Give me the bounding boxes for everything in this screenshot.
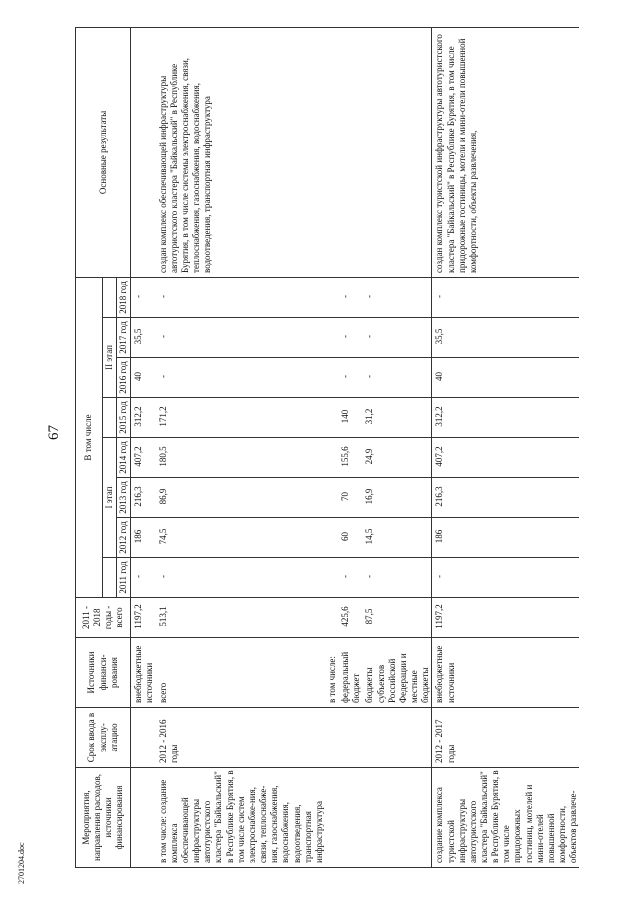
header-year: 2014 год [117,438,131,478]
year-value-cell: - [362,277,431,317]
year-value-cell: - [432,558,580,598]
year-value-cell: - [156,358,325,398]
result-cell [338,27,362,277]
table-row [156,27,325,867]
year-value-cell: 40 [432,358,580,398]
total-cell [325,598,338,638]
header-year: 2017 год [117,318,131,358]
header-deadline: Срок ввода в эксплу-атацию [76,708,131,768]
year-value-cell [325,438,338,478]
measure-cell [362,768,431,868]
year-value-cell: - [338,358,362,398]
year-value-cell: - [156,558,325,598]
header-year: 2011 год [117,558,131,598]
footer-filename: 2701204.doc [17,842,26,884]
year-value-cell: - [338,558,362,598]
year-value-cell: 171,2 [156,398,325,438]
year-value-cell: 24,9 [362,438,431,478]
year-value-cell: 155,6 [338,438,362,478]
year-value-cell: 186 [432,518,580,558]
year-value-cell: - [362,318,431,358]
year-value-cell [325,277,338,317]
header-spacer [103,558,117,598]
header-year: 2013 год [117,478,131,518]
year-value-cell: 40 [131,358,156,398]
source-cell: внебюджетные источники [131,638,156,708]
year-value-cell: 180,5 [156,438,325,478]
deadline-cell [362,708,431,768]
table-header [76,27,131,867]
table-row [325,27,338,867]
measure-cell: создание комплекса туристской инфраструктуры автотуристского кластера "Байкальский" в Республике Бурятия, в том числе придорожных гостиниц, мотелей и мини-отелей повышенной комфортности, объектов развлече- [432,768,580,868]
year-value-cell: 60 [338,518,362,558]
header-spacer [103,277,117,317]
year-value-cell [325,398,338,438]
year-value-cell: 312,2 [131,398,156,438]
table-row [338,27,362,867]
year-value-cell [325,558,338,598]
year-value-cell: - [156,277,325,317]
header-year: 2015 год [117,398,131,438]
year-value-cell [325,358,338,398]
source-cell: всего [156,638,325,708]
table-row [362,27,431,867]
measure-cell [325,768,338,868]
budget-table [75,27,579,868]
year-value-cell: 31,2 [362,398,431,438]
year-value-cell: 35,5 [432,318,580,358]
year-value-cell: 407,2 [131,438,156,478]
result-cell [131,27,156,277]
measure-cell [338,768,362,868]
source-cell: бюджеты субъектов Российской Федерации и местные бюджеты [362,638,431,708]
total-cell: 87,5 [362,598,431,638]
source-cell: в том числе: [325,638,338,708]
header-total: 2011 - 2018 годы - всего [76,598,131,638]
header-results: Основные результаты [76,27,131,277]
year-value-cell: 186 [131,518,156,558]
deadline-cell: 2012 - 2017 годы [432,708,580,768]
total-cell: 425,6 [338,598,362,638]
year-value-cell: - [131,277,156,317]
header-year: 2018 год [117,277,131,317]
year-value-cell: 70 [338,478,362,518]
header-stage2: II этап [103,318,117,398]
table-body [131,27,580,867]
year-value-cell: 74,5 [156,518,325,558]
year-value-cell [325,518,338,558]
year-value-cell: 35,5 [131,318,156,358]
year-value-cell: - [338,277,362,317]
table-row [432,27,580,867]
year-value-cell: - [131,558,156,598]
source-cell: внебюджетные источники [432,638,580,708]
page-number: 67 [46,425,62,440]
header-sources: Источники финанси-рования [76,638,131,708]
year-value-cell: 216,3 [432,478,580,518]
result-cell [325,27,338,277]
deadline-cell [325,708,338,768]
result-cell: создан комплекс обеспечивающей инфраструктуры автотуристского кластера "Байкальский" в Республике Бурятия, в том числе системы электроснабжения, связи, теплоснабжения, газоснабжения, водоснабжения, водоотведения, транспортная инфраструктура [156,27,325,277]
deadline-cell: 2012 - 2016 годы [156,708,325,768]
header-year: 2016 год [117,358,131,398]
total-cell: 1197,2 [131,598,156,638]
year-value-cell: - [362,358,431,398]
year-value-cell: - [432,277,580,317]
source-cell: федеральный бюджет [338,638,362,708]
year-value-cell [325,318,338,358]
year-value-cell: 16,9 [362,478,431,518]
year-value-cell: 14,5 [362,518,431,558]
deadline-cell [131,708,156,768]
year-value-cell: 140 [338,398,362,438]
year-value-cell: 86,9 [156,478,325,518]
result-cell: создан комплекс туристской инфраструктуры автотуристского кластера "Байкальский" в Республике Бурятия, в том числе придорожные гостиницы, мотели и мини-отели повышенной комфортности, объекты развлечения, [432,27,580,277]
table-row [131,27,156,867]
year-value-cell: 312,2 [432,398,580,438]
header-incl: В том числе [76,277,103,597]
header-year: 2012 год [117,518,131,558]
total-cell: 513,1 [156,598,325,638]
measure-cell [131,768,156,868]
header-measures: Мероприятия, направления расходов, источники финансирования [76,768,131,868]
total-cell: 1197,2 [432,598,580,638]
year-value-cell: - [362,558,431,598]
year-value-cell: - [338,318,362,358]
deadline-cell [338,708,362,768]
year-value-cell: 407,2 [432,438,580,478]
rotated-table-container [75,28,635,868]
header-stage1: I этап [103,438,117,558]
year-value-cell: - [156,318,325,358]
year-value-cell: 216,3 [131,478,156,518]
measure-cell: в том числе: создание комплекса обеспечивающей инфраструктуры автотуристского кластера "Байкальский" в Республике Бурятия, в том числе систем электроснабже-ния, связи, теплоснабже-ния, газоснабжения, водоснабжения, водоотведения, транспортная инфраструктура [156,768,325,868]
year-value-cell [325,478,338,518]
result-cell [362,27,431,277]
header-spacer [103,398,117,438]
